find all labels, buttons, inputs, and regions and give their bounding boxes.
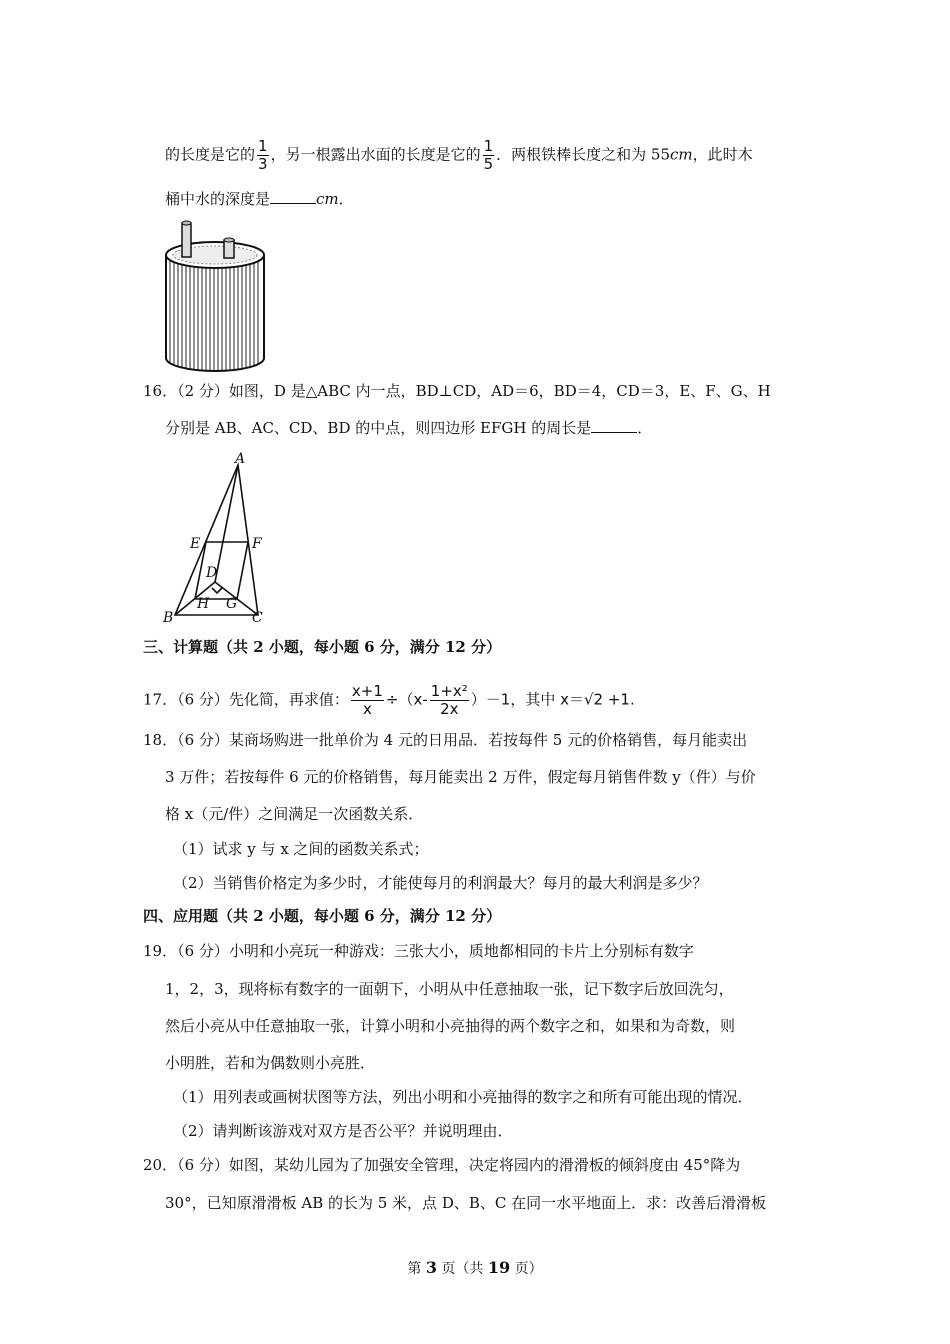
footer-text: 第 [407,1261,426,1277]
q20-line1 [143,1155,740,1175]
label-C: C [252,610,263,625]
section-4-heading: 四、应用题（共 2 小题，每小题 6 分，满分 12 分） [143,907,502,925]
unit-cm: cm [669,145,693,164]
q16-line1 [143,381,771,401]
fraction-one-third [257,138,269,173]
q19-sub1: （1）用列表或画树状图等方法，列出小明和小亮抽得的数字之和所有可能出现的情况． [173,1088,753,1106]
q18-text: （6 分）某商场购进一批单价为 4 元的日用品．若按每件 5 元的价格销售，每月能卖出 [177,731,748,749]
q15-text: ，此时木 [692,145,753,164]
q16-text: ． [637,419,653,437]
q19-line2: 1，2，3，现将标有数字的一面朝下，小明从中任意抽取一张，记下数字后放回洗匀， [165,980,734,998]
footer-text: 页） [510,1261,543,1277]
frac-den: x [362,700,372,718]
fraction-x-plus-1-over-x [351,683,384,718]
q20-line2: 30°，已知原滑滑板 AB 的长为 5 米，点 D、B、C 在同一水平地面上．求：改善后滑滑板 [165,1194,767,1212]
label-D: D [206,565,218,581]
question-number: 18． [143,731,178,749]
frac-den: 5 [483,155,494,173]
q17-line [143,683,635,718]
q19-text: （6 分）小明和小亮玩一种游戏：三张大小，质地都相同的卡片上分别标有数字 [177,942,694,960]
bucket-figure [160,220,270,380]
label-H: H [197,596,210,612]
q15-text: 的长度是它的 [165,145,256,164]
q15-line2 [165,189,354,209]
label-B: B [163,610,174,625]
frac-num: 1+x² [430,682,468,700]
q19-line4: 小明胜，若和为偶数则小亮胜． [165,1054,376,1072]
question-number: 20． [143,1156,178,1174]
q18-sub1: （1）试求 y 与 x 之间的函数关系式； [173,840,429,858]
question-number: 16． [143,382,178,400]
frac-den: 3 [258,155,268,173]
q15-text: ． [338,190,354,208]
q18-line2: 3 万件；若按每件 6 元的价格销售，每月能卖出 2 万件，假定每月销售件数 y（件）与价 [165,768,756,786]
q15-text: ．两根铁棒长度之和为 55 [496,145,670,164]
answer-blank [591,418,637,433]
frac-den: 2x [440,700,459,718]
answer-blank [270,189,316,204]
q15-line1 [165,138,753,173]
q16-line2 [165,418,652,438]
q16-text: （2 分）如图，D 是△ABC 内一点，BD⊥CD，AD＝6，BD＝4，CD＝3，E、F、G、H [177,382,771,400]
q18-line3: 格 x（元/件）之间满足一次函数关系． [165,805,424,823]
q20-text: （6 分）如图，某幼儿园为了加强安全管理，决定将园内的滑滑板的倾斜度由 45°降为 [177,1156,741,1174]
frac-num: x+1 [351,682,383,700]
label-G: G [226,596,238,612]
q15-text: 桶中水的深度是 [165,190,271,208]
label-E: E [190,536,201,552]
question-number: 19． [143,942,178,960]
label-A: A [235,451,246,467]
unit-cm: cm [316,190,339,208]
frac-num: 1 [483,137,494,155]
q17-math: ÷（x- [385,690,428,709]
q17-math: ）－1，其中 x＝√2 +1. [470,690,635,709]
section-3-heading: 三、计算题（共 2 小题，每小题 6 分，满分 12 分） [143,638,502,656]
label-F: F [252,536,262,552]
q18-line1 [143,730,747,750]
q15-text: ，另一根露出水面的长度是它的 [270,145,481,164]
footer-text: 页（共 [436,1261,488,1277]
q19-sub2: （2）请判断该游戏对双方是否公平？并说明理由． [173,1122,513,1140]
frac-num: 1 [258,137,268,155]
q16-text: 分别是 AB、AC、CD、BD 的中点，则四边形 EFGH 的周长是 [165,419,592,437]
fraction-one-fifth [483,138,495,173]
page-number: 3 [425,1258,437,1277]
triangle-figure [160,450,280,625]
q19-line3: 然后小亮从中任意抽取一张，计算小明和小亮抽得的两个数字之和，如果和为奇数，则 [165,1017,736,1035]
page-footer [0,1258,950,1278]
q19-line1 [143,941,694,961]
fraction-1-plus-x2-over-2x [430,683,469,718]
total-pages: 19 [487,1258,511,1277]
question-number: 17． [143,690,178,709]
q18-sub2: （2）当销售价格定为多少时，才能使每月的利润最大？每月的最大利润是多少？ [173,874,708,892]
q17-text: （6 分）先化简，再求值： [177,690,349,709]
